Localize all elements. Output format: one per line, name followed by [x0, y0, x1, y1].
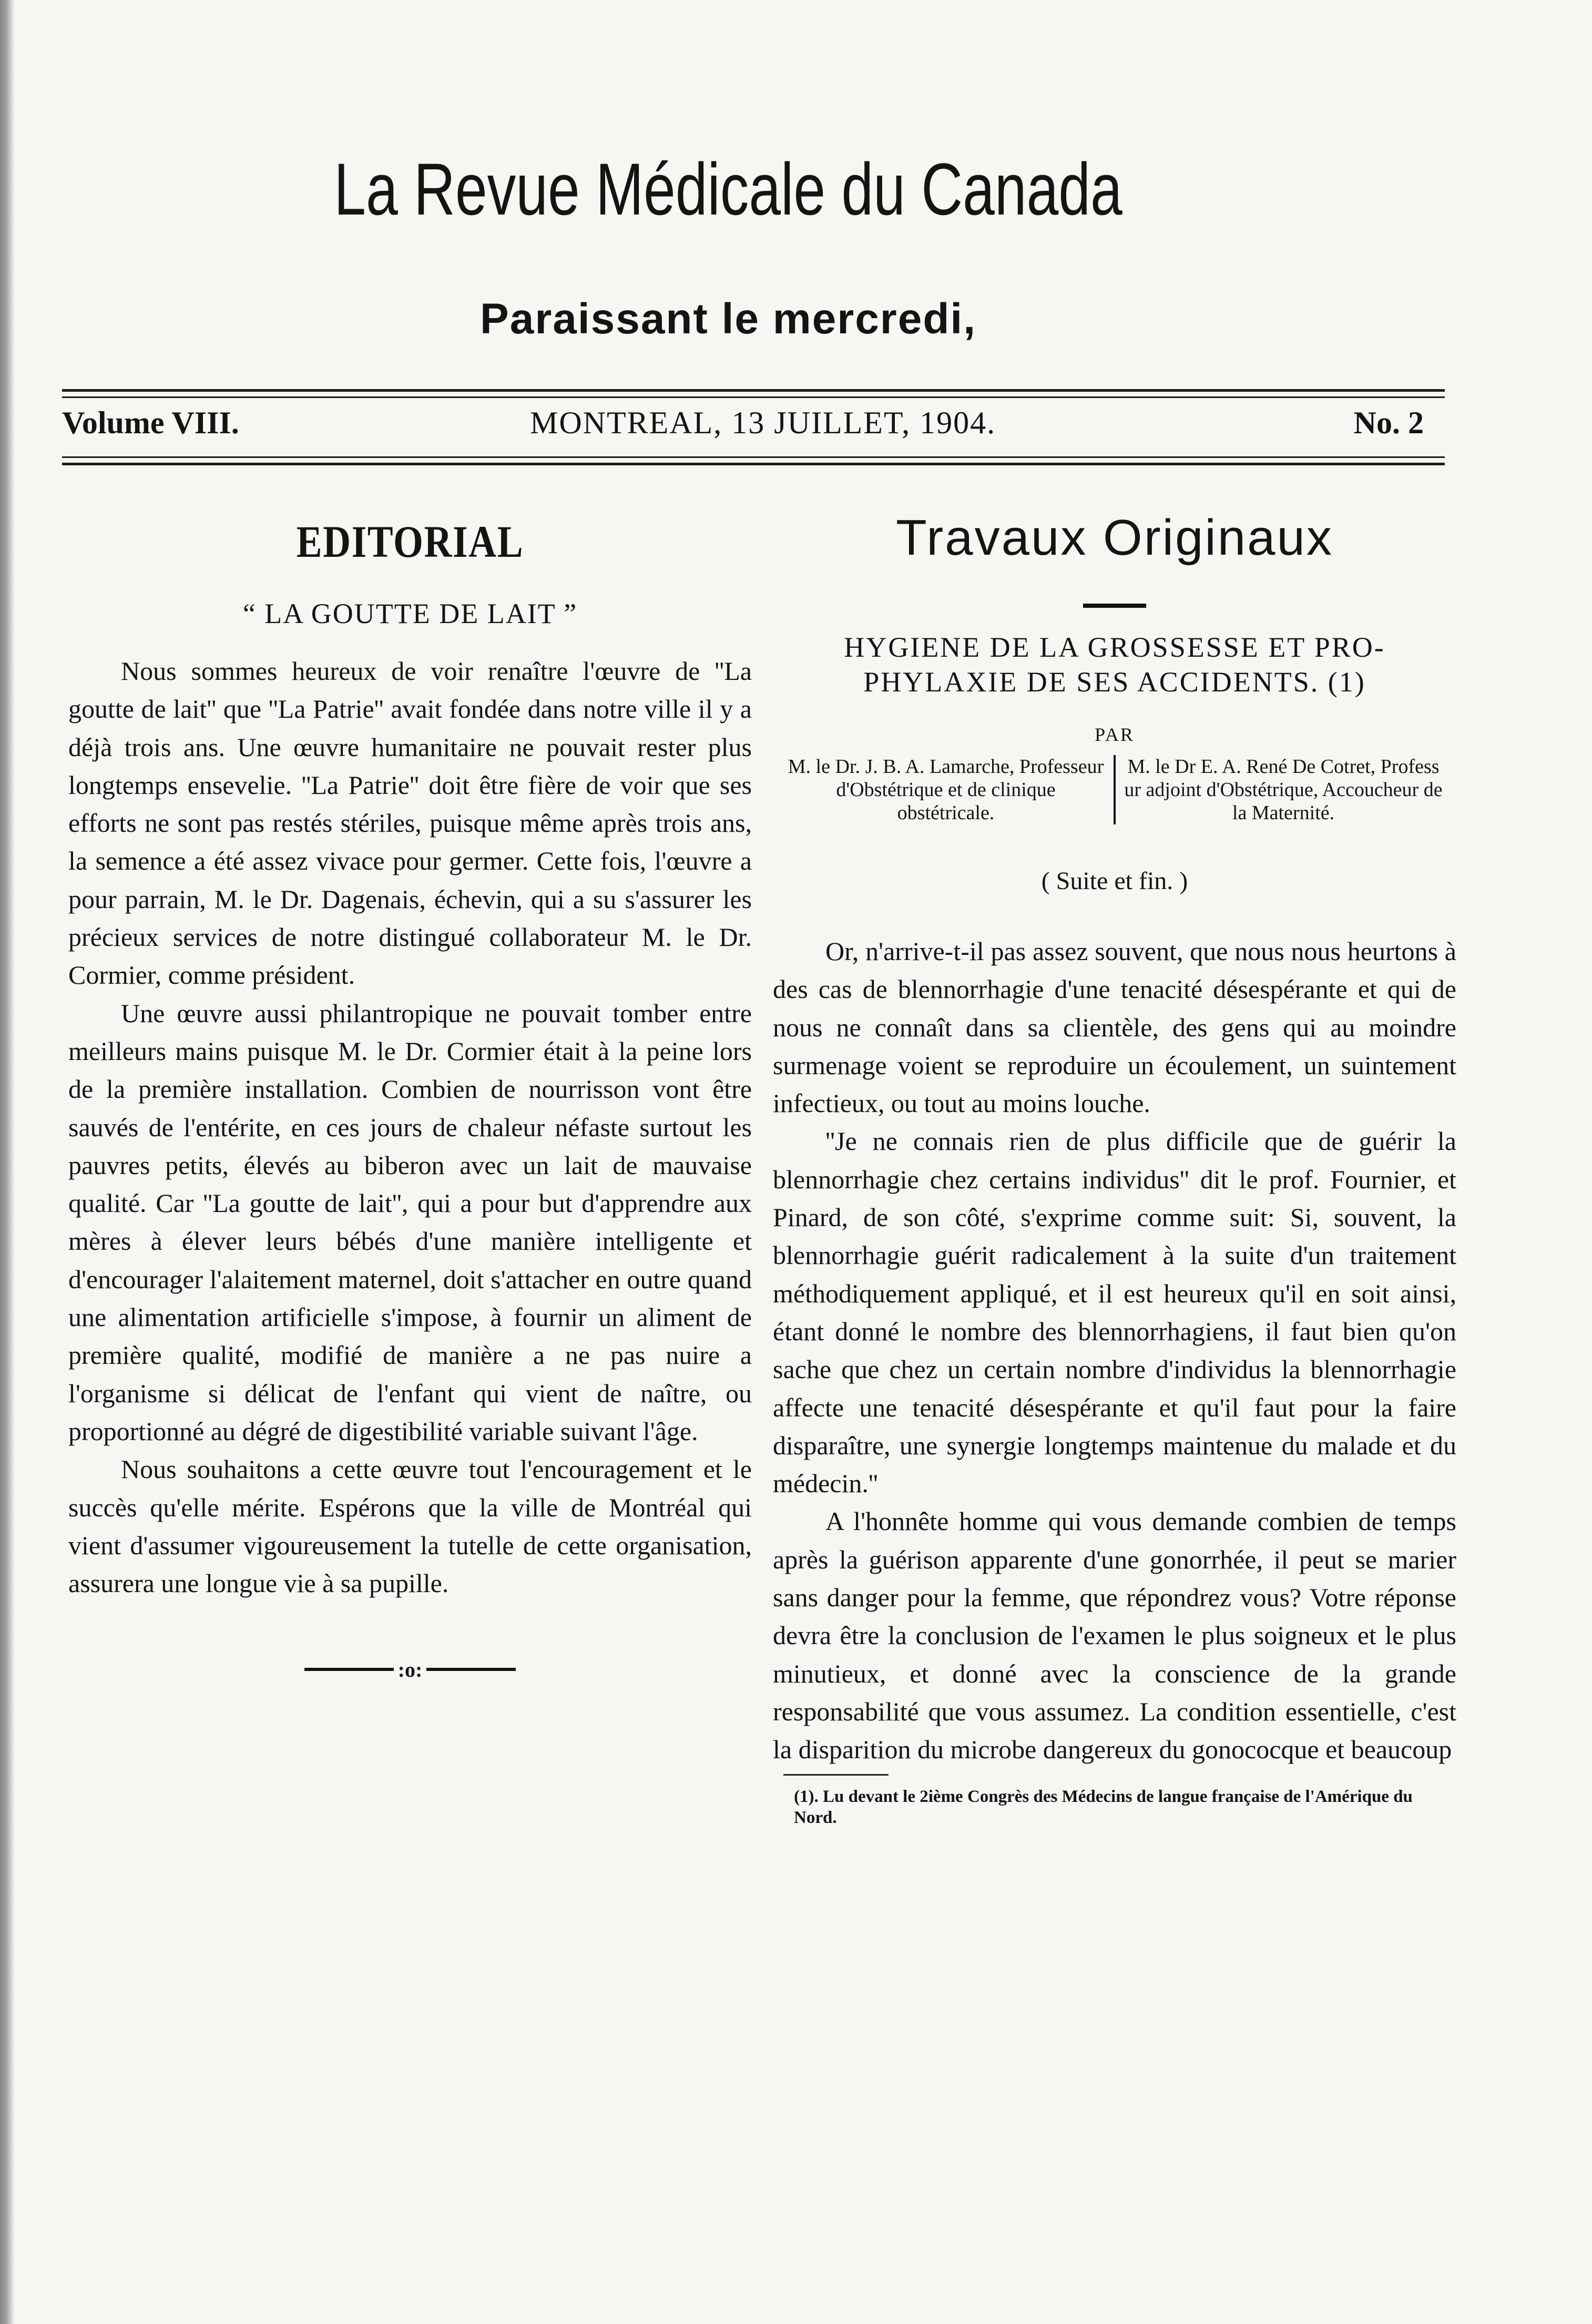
- author-de-cotret: M. le Dr E. A. René De Cotret, Profess ur adjoint d'Obstétrique, Accoucheur de la Maternité.: [1124, 756, 1443, 824]
- bottom-rule: [62, 463, 1445, 465]
- top-rule: [62, 389, 1445, 392]
- article-title-line: PHYLAXIE DE SES ACCIDENTS. (1): [863, 666, 1366, 698]
- authors: [773, 755, 1456, 824]
- dateline: [62, 405, 1445, 452]
- editorial-heading: EDITORIAL: [296, 516, 524, 567]
- page-edge-shadow: [0, 0, 15, 2324]
- article-paragraph: A l'honnête homme qui vous demande combien de temps après la guérison apparente d'une gonorrhée, il peut se marier sans danger pour la femme, que répondrez vous? Votre réponse devra être la conclusion de l'examen le plus soigneux et le plus minutieux, et donné avec la conscience de la grande responsabilité que vous assumez. La condition essentielle, c'est la disparition du microbe dangereux du gonococque et beaucoup: [773, 1506, 1456, 1765]
- editorial-column: [68, 494, 752, 1682]
- issue-number: No. 2: [1353, 405, 1424, 440]
- article-title: [773, 630, 1456, 699]
- editorial-paragraph: Une œuvre aussi philantropique ne pouvait tomber entre meilleurs mains puisque M. le Dr. Cormier était à la peine lors de la première installation. Combien de nourrisson vont être sauvés de l'entérite, en ces jours de chaleur néfaste surtout les pauvres petits, élevés au biberon avec un lait de mauvaise qualité. Car ''La goutte de lait'', qui a pour but d'apprendre aux mères à élever leurs bébés d'une manière intelligente et d'encourager l'alaitement maternel, doit s'attacher en outre quand une alimentation artificielle s'impose, à fournir un aliment de première qualité, modifié de manière a ne pas nuire a l'organisme si délicat de l'enfant qui vient de naître, ou proportionné au dégré de digestibilité variable suivant l'âge.: [68, 998, 752, 1446]
- short-rule: [1083, 604, 1146, 608]
- bottom-rule-thin: [62, 456, 1445, 458]
- travaux-heading: Travaux Originaux: [896, 509, 1333, 566]
- journal-subtitle: Paraissant le mercredi,: [480, 295, 976, 343]
- article-title-line: HYGIENE DE LA GROSSESSE ET PRO-: [844, 631, 1385, 663]
- author-lamarche: M. le Dr. J. B. A. Lamarche, Professeur d'Obstétrique et de clinique obstétricale.: [788, 756, 1104, 824]
- article-paragraph: ''Je ne connais rien de plus difficile que de guérir la blennorrhagie chez certains individus'' dit le prof. Fournier, et Pinard, de son côté, s'exprime comme suit: Si, souvent, la blennorrhagie guérit radicalement à la suite d'un traitement méthodiquement appliqué, et il est heureux qu'il en soit ainsi, étant donné le nombre des blennorrhagiens, il faut bien qu'on sache que chez un certain nombre d'individus la blennorrhagie affecte une tenacité désespérante et qu'il faut pour la faire disparaître, une synergie longtemps maintenue du malade et du médecin.'': [773, 1126, 1456, 1499]
- travaux-column: [773, 494, 1456, 1846]
- editorial-paragraph: Nous sommes heureux de voir renaître l'œuvre de ''La goutte de lait'' que ''La Patrie'' avait fondée dans notre ville il y a déjà trois ans. Une œuvre humanitaire ne pouvait rester plus longtemps ensevelie. ''La Patrie'' doit être fière de voir que ses efforts ne sont pas restés stériles, puisque même après trois ans, la semence a été assez vivace pour germer. Cette fois, l'œuvre a pour parrain, M. le Dr. Dagenais, échevin, qui a su s'assurer les précieux services de notre distingué collaborateur M. le Dr. Cormier, comme président.: [68, 656, 752, 990]
- volume-label: Volume VIII.: [62, 405, 239, 440]
- journal-title: La Revue Médicale du Canada: [334, 148, 1122, 230]
- byline-par: PAR: [1095, 724, 1135, 745]
- divider-line: [426, 1668, 516, 1671]
- editorial-paragraph: Nous souhaitons a cette œuvre tout l'encouragement et le succès qu'elle mérite. Espérons que la ville de Montréal qui vient d'assumer vigoureusement la tutelle de cette organisation, assurera une longue vie à sa pupille.: [68, 1454, 752, 1598]
- divider-line: [304, 1668, 394, 1671]
- footnote-rule: [783, 1774, 889, 1776]
- divider-mark: :o:: [397, 1657, 423, 1681]
- footnote: (1). Lu devant le 2ième Congrès des Médecins de langue française de l'Amérique du Nord.: [794, 1787, 1413, 1827]
- masthead: [0, 148, 1456, 344]
- article-paragraph: Or, n'arrive-t-il pas assez souvent, que nous nous heurtons à des cas de blennorrhagie d'une tenacité désespérante et qui de nous ne connaît dans sa clientèle, des gens qui au moindre surmenage voient se reproduire un écoulement, un suintement infectieux, ou tout au moins louche.: [773, 936, 1456, 1118]
- suite-note: ( Suite et fin. ): [1041, 867, 1188, 895]
- place-date: MONTREAL, 13 JUILLET, 1904.: [530, 405, 996, 440]
- author-separator: [1114, 755, 1116, 824]
- article-body: [773, 932, 1456, 1769]
- editorial-body: [68, 652, 752, 1602]
- section-divider: [68, 1655, 752, 1681]
- top-rule-thin: [62, 396, 1445, 398]
- editorial-subheading: “ LA GOUTTE DE LAIT ”: [242, 598, 578, 629]
